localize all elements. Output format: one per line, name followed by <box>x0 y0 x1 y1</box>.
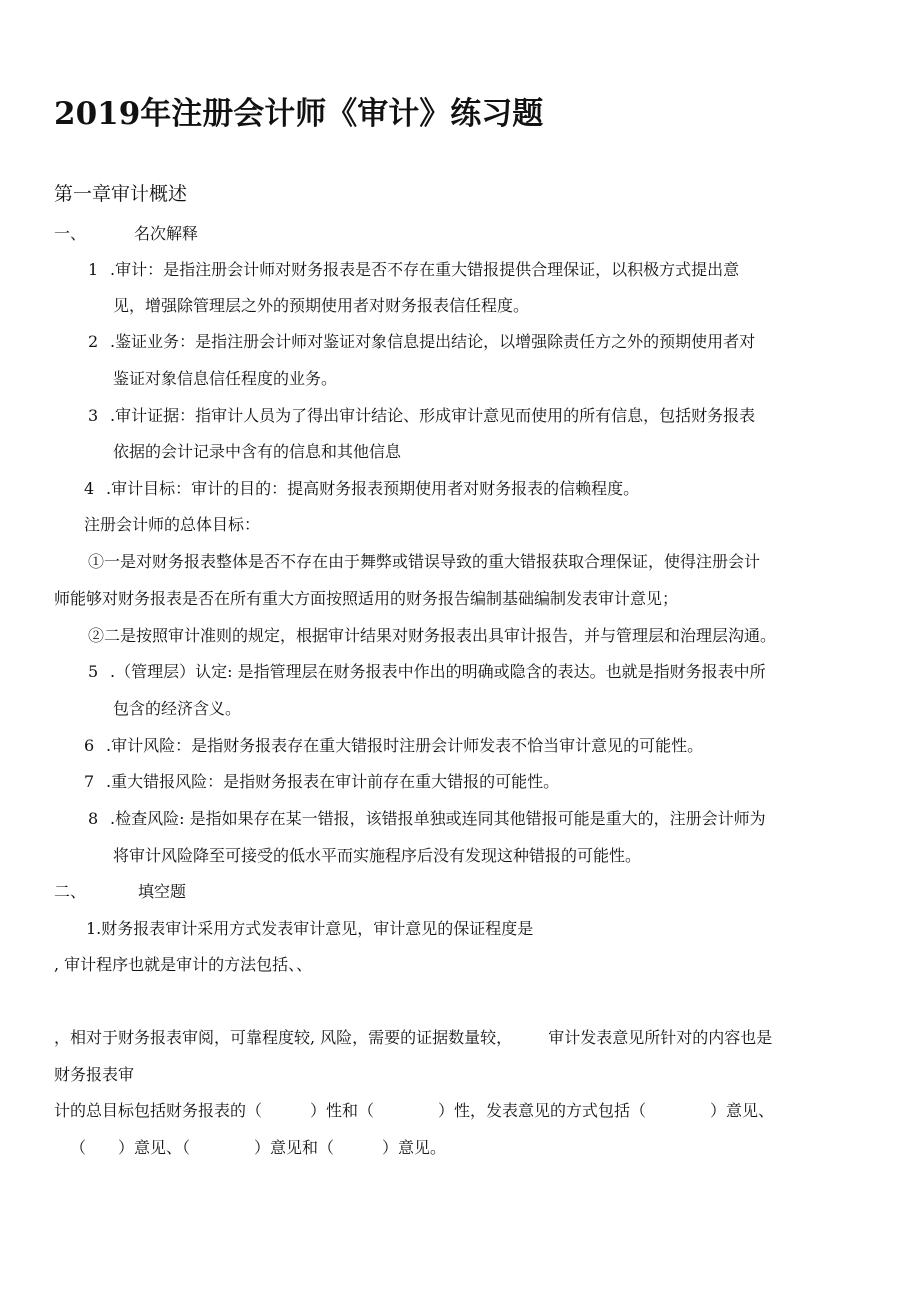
fill-blank-line-3-part-2: 审计发表意见所针对的内容也是 <box>548 1028 773 1047</box>
definition-item-4 <box>84 478 639 500</box>
fill-blank-line-4: 财务报表审 <box>54 1065 135 1084</box>
item-text: .（管理层）认定: 是指管理层在财务报表中作出的明确或隐含的表达。也就是指财务报表中所 <box>110 662 766 681</box>
definition-item-5 <box>88 661 766 683</box>
item-number: 1 <box>88 260 99 279</box>
definition-item-2-continued: 鉴证对象信息信任程度的业务。 <box>113 369 338 388</box>
section-2-heading <box>54 881 186 903</box>
section-1-heading <box>54 223 198 245</box>
definition-item-5-continued: 包含的经济含义。 <box>113 699 242 718</box>
definition-item-7 <box>84 771 559 793</box>
item-number: 5 <box>88 662 99 681</box>
section-1-number: 一、 <box>54 224 87 243</box>
fill-blank-line-3 <box>54 1027 772 1049</box>
item-number: 4 <box>84 479 95 498</box>
item-number: 7 <box>84 772 95 791</box>
fill-blank-line-6: （ ）意见、（ ）意见和（ ）意见。 <box>70 1138 447 1157</box>
definition-item-8-continued: 将审计风险降至可接受的低水平而实施程序后没有发现这种错报的可能性。 <box>113 846 642 865</box>
overall-goal-2: ②二是按照审计准则的规定，根据审计结果对财务报表出具审计报告，并与管理层和治理层沟通。 <box>88 626 777 645</box>
definition-item-1 <box>88 259 739 281</box>
item-text: .审计证据：指审计人员为了得出审计结论、形成审计意见而使用的所有信息，包括财务报表 <box>110 406 756 425</box>
item-number: 3 <box>88 406 99 425</box>
item-text: .鉴证业务：是指注册会计师对鉴证对象信息提出结论，以增强除责任方之外的预期使用者对 <box>110 332 756 351</box>
document-title: 2019年注册会计师《审计》练习题 <box>54 96 544 132</box>
item-text: .审计目标：审计的目的：提高财务报表预期使用者对财务报表的信赖程度。 <box>106 479 640 498</box>
item-number: 6 <box>84 736 95 755</box>
item-text: .重大错报风险：是指财务报表在审计前存在重大错报的可能性。 <box>106 772 560 791</box>
item-number: 2 <box>88 332 99 351</box>
fill-blank-line-5: 计的总目标包括财务报表的（ ）性和（ ）性，发表意见的方式包括（ ）意见、 <box>54 1101 775 1120</box>
definition-item-8 <box>88 808 766 830</box>
section-2-number: 二、 <box>54 882 87 901</box>
definition-item-6 <box>84 735 703 757</box>
overall-goal-heading: 注册会计师的总体目标： <box>84 515 261 534</box>
definition-item-3 <box>88 405 755 427</box>
item-text: .检查风险: 是指如果存在某一错报，该错报单独或连同其他错报可能是重大的，注册会计师为 <box>110 809 766 828</box>
item-text: .审计风险：是指财务报表存在重大错报时注册会计师发表不恰当审计意见的可能性。 <box>106 736 704 755</box>
definition-item-1-continued: 见，增强除管理层之外的预期使用者对财务报表信任程度。 <box>113 296 530 315</box>
item-text: .审计：是指注册会计师对财务报表是否不存在重大错报提供合理保证，以积极方式提出意 <box>110 260 740 279</box>
definition-item-2 <box>88 331 755 353</box>
chapter-heading: 第一章审计概述 <box>54 183 188 205</box>
item-number: 8 <box>88 809 99 828</box>
fill-blank-line-1: 1.财务报表审计采用方式发表审计意见，审计意见的保证程度是 <box>86 919 534 938</box>
definition-item-3-continued: 依据的会计记录中含有的信息和其他信息 <box>113 442 402 461</box>
overall-goal-1-continued: 师能够对财务报表是否在所有重大方面按照适用的财务报告编制基础编制发表审计意见； <box>54 589 679 608</box>
section-1-title: 名次解释 <box>134 224 199 243</box>
fill-blank-line-3-part-1: ，相对于财务报表审阅，可靠程度较, 风险，需要的证据数量较， <box>54 1028 513 1047</box>
section-2-title: 填空题 <box>138 882 187 901</box>
overall-goal-1: ①一是对财务报表整体是否不存在由于舞弊或错误导致的重大错报获取合理保证，使得注册会计 <box>88 552 761 571</box>
fill-blank-line-2: , 审计程序也就是审计的方法包括、、 <box>54 955 313 974</box>
